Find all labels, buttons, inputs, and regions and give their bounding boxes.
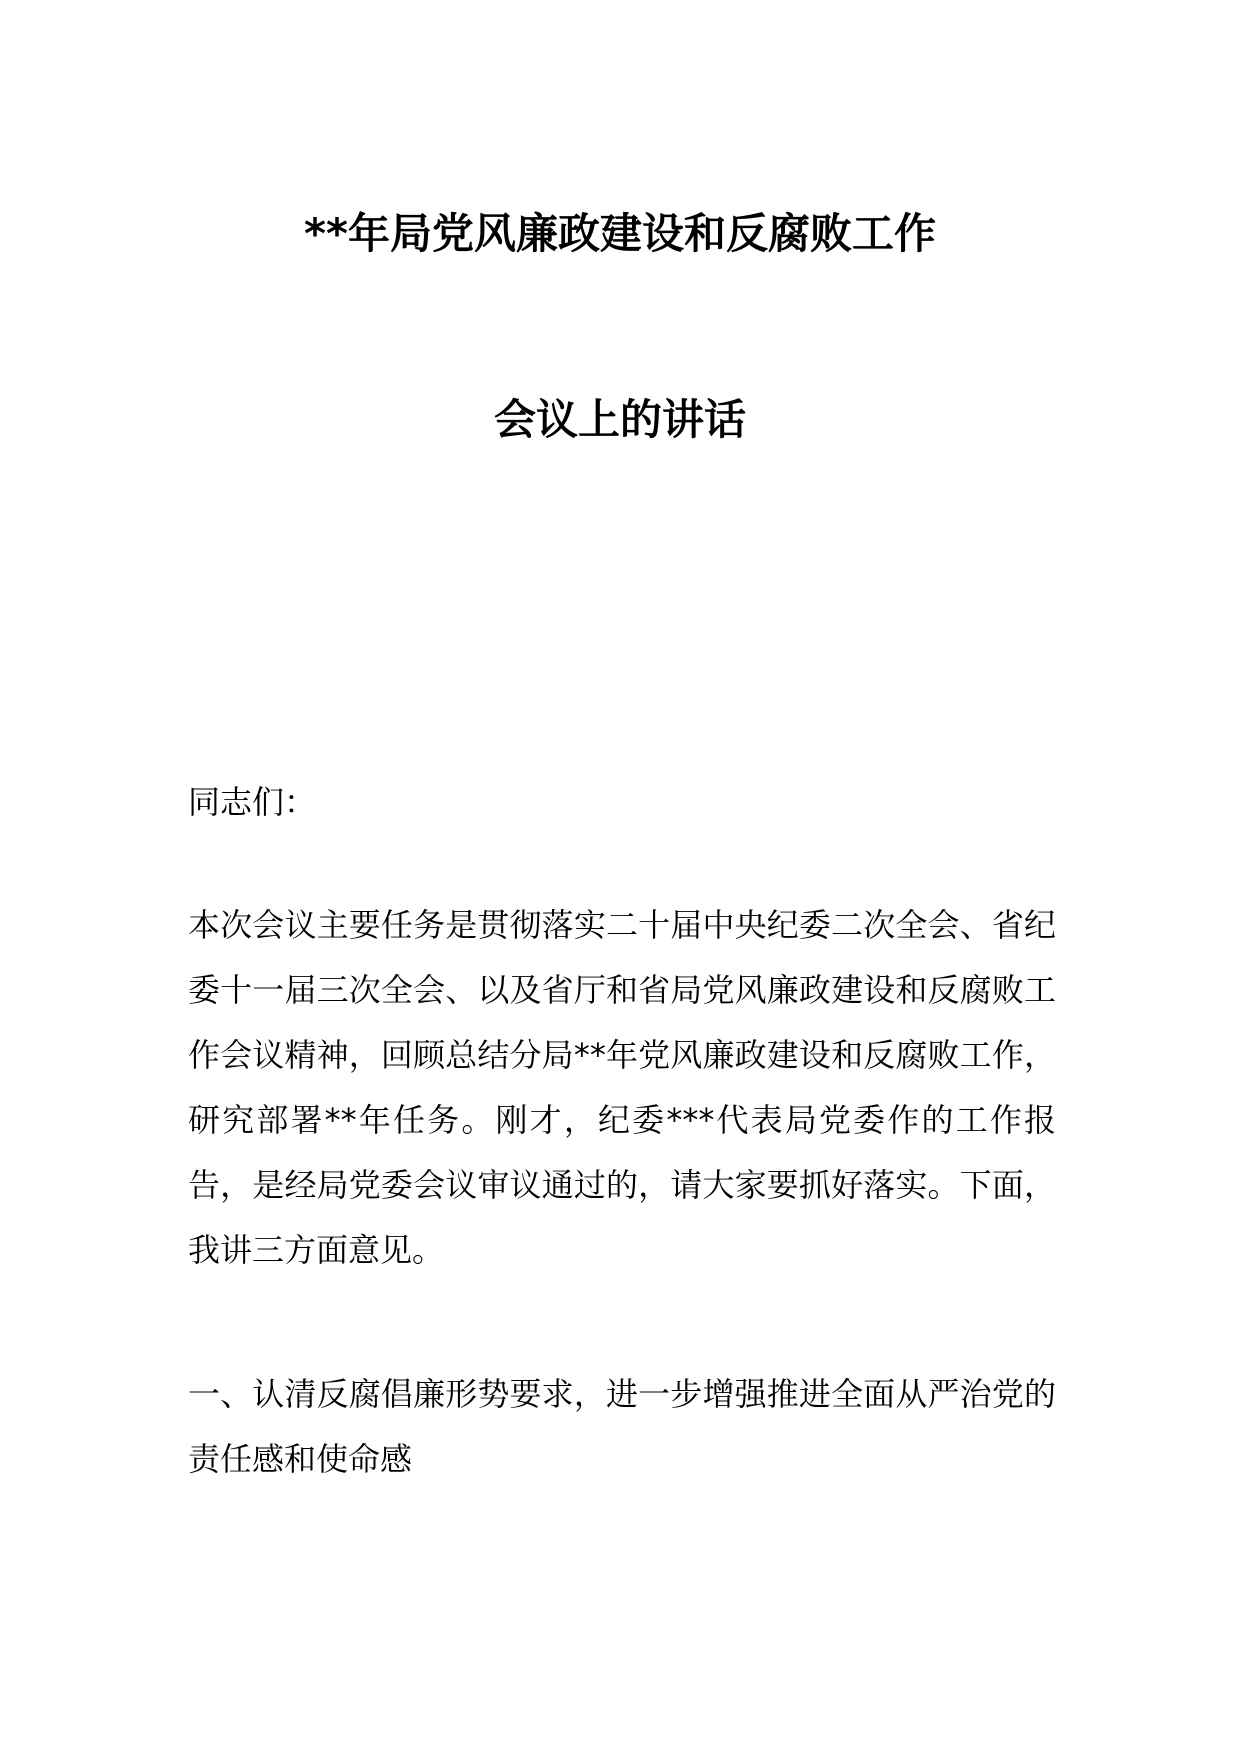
- section-heading: 一、认清反腐倡廉形势要求，进一步增强推进全面从严治党的责任感和使命感: [188, 1375, 1056, 1478]
- salutation: 同志们：: [188, 783, 317, 821]
- opening-paragraph: 本次会议主要任务是贯彻落实二十届中央纪委二次全会、省纪委十一届三次全会、以及省厅和省局党风廉政建设和反腐败工作会议精神，回顾总结分局**年党风廉政建设和反腐败工作，研究部署**年任务。刚才，纪委***代表局党委作的工作报告，是经局党委会议审议通过的，请大家要抓好落实。下面，我讲三方面意见。: [188, 906, 1056, 1269]
- document-title-line-1: **年局党风廉政建设和反腐败工作: [304, 209, 936, 258]
- document-title-line-2: 会议上的讲话: [493, 395, 746, 444]
